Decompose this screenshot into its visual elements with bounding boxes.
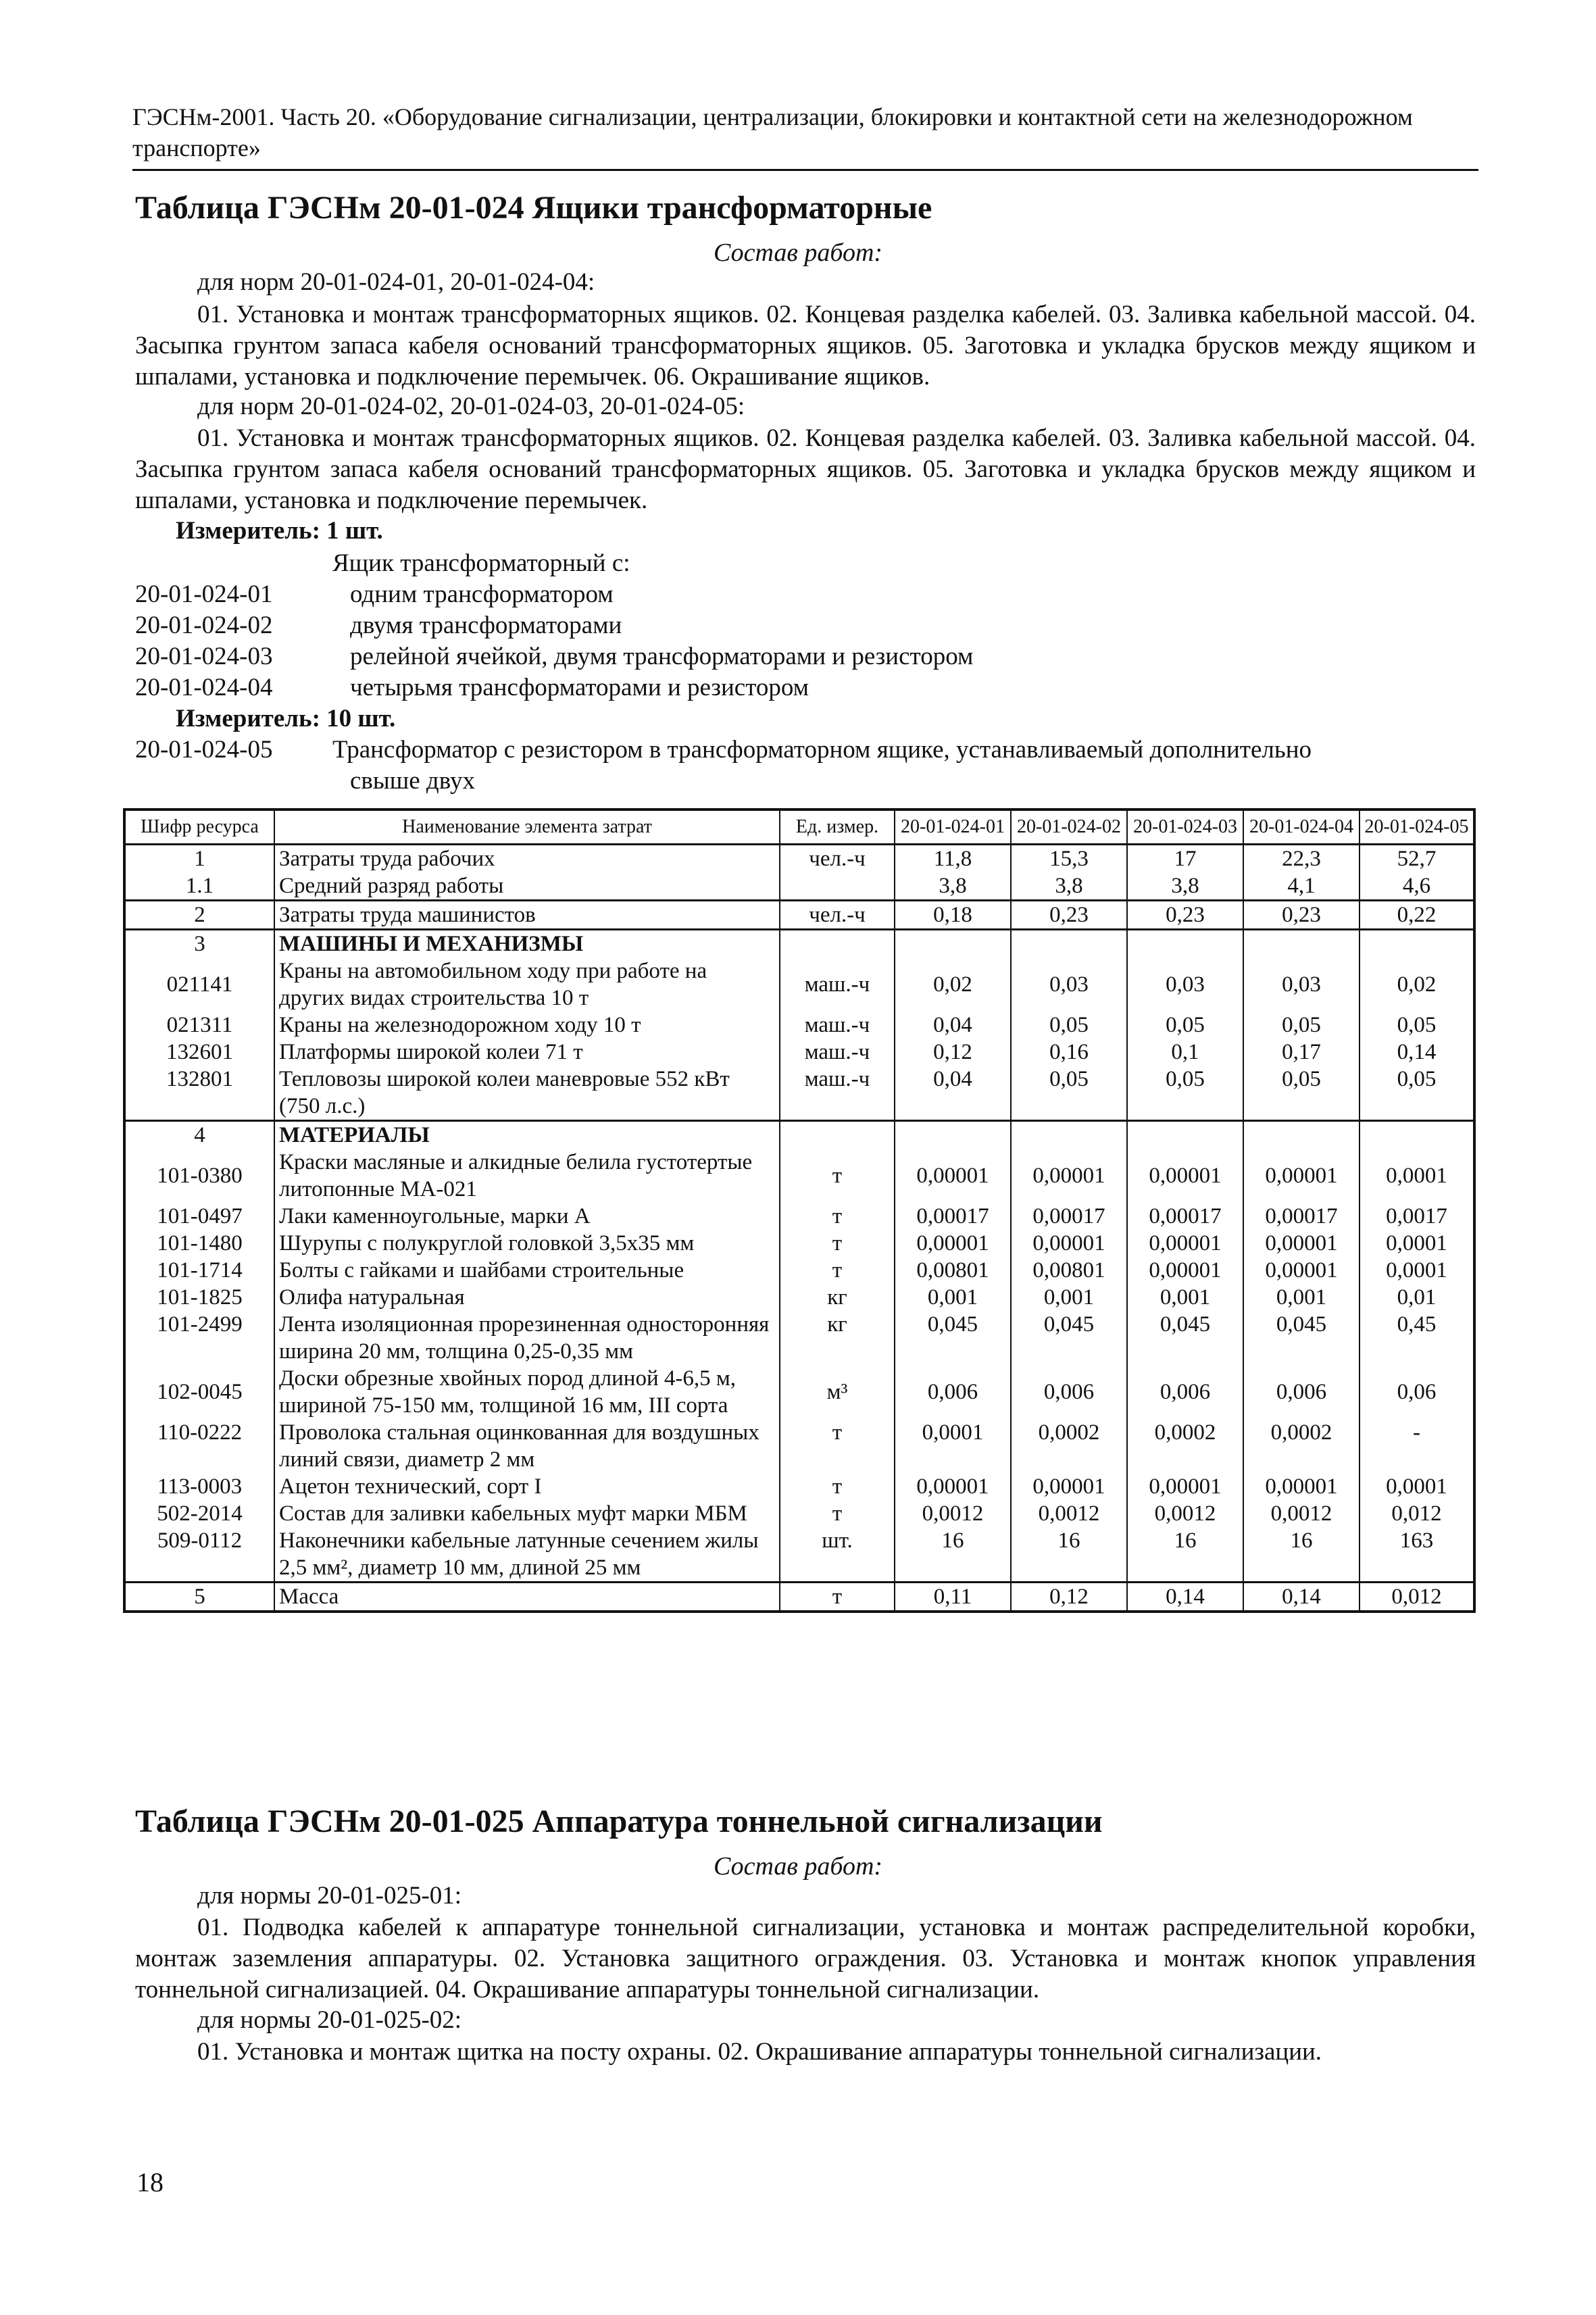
norms-text-024-2: 01. Установка и монтаж трансформаторных ящиков. 02. Концевая разделка кабелей. 03. Заливка кабельной массой. 04. Засыпка грунтом запаса кабеля оснований трансформаторных ящиков. 05. Заготовка и укладка брусков между ящиком и шпалами, установка и подключение перемычек. <box>135 424 1476 514</box>
value-cell: 0,012 <box>1360 1583 1474 1612</box>
value-cell: 0,006 <box>895 1365 1011 1419</box>
value-cell: 0,01 <box>1360 1284 1474 1311</box>
value-cell: 0,00001 <box>1127 1257 1243 1284</box>
code-cell: 3 <box>124 930 274 958</box>
value-cell: 0,012 <box>1360 1500 1474 1527</box>
value-cell: 0,05 <box>1360 1066 1474 1121</box>
name-cell: Затраты труда рабочих <box>274 845 780 873</box>
value-cell: 0,001 <box>1127 1284 1243 1311</box>
table-row <box>124 1203 1474 1230</box>
value-cell: 0,0001 <box>1360 1473 1474 1500</box>
table-body <box>124 845 1474 1612</box>
value-cell: 0,00017 <box>895 1203 1011 1230</box>
unit-cell <box>780 930 895 958</box>
table-row <box>124 1121 1474 1149</box>
item-code: 20-01-024-01 <box>135 580 273 608</box>
unit-cell: т <box>780 1149 895 1203</box>
name-cell: Лаки каменноугольные, марки А <box>274 1203 780 1230</box>
value-cell: 3,8 <box>1011 872 1127 901</box>
item-desc: одним трансформатором <box>350 580 614 608</box>
value-cell: 0,0012 <box>895 1500 1011 1527</box>
value-cell: 0,00001 <box>1127 1230 1243 1257</box>
value-cell: 163 <box>1360 1527 1474 1583</box>
value-cell: 0,23 <box>1243 901 1360 930</box>
value-cell: 0,00001 <box>1243 1473 1360 1500</box>
running-header: ГЭСНм-2001. Часть 20. «Оборудование сигнализации, централизации, блокировки и контактной сети на железнодорожном транспорте» <box>132 103 1413 161</box>
value-cell <box>895 1121 1011 1149</box>
meter-1: Измеритель: 1 шт. <box>176 517 383 545</box>
name-cell: Лента изоляционная прорезиненная односторонняя ширина 20 мм, толщина 0,25-0,35 мм <box>274 1311 780 1365</box>
name-cell: Олифа натуральная <box>274 1284 780 1311</box>
code-cell: 101-0380 <box>124 1149 274 1203</box>
unit-cell: т <box>780 1473 895 1500</box>
col-header: Наименование элемента затрат <box>274 810 780 845</box>
value-cell: 0,0001 <box>1360 1257 1474 1284</box>
table-row <box>124 930 1474 958</box>
col-header: 20-01-024-03 <box>1127 810 1243 845</box>
col-header: 20-01-024-05 <box>1360 810 1474 845</box>
code-cell: 101-1480 <box>124 1230 274 1257</box>
norms-text-025-2: 01. Установка и монтаж щитка на посту охраны. 02. Окрашивание аппаратуры тоннельной сигнализации. <box>197 2038 1322 2066</box>
value-cell: 0,0001 <box>1360 1149 1474 1203</box>
value-cell: 0,00801 <box>1011 1257 1127 1284</box>
value-cell: 0,02 <box>895 957 1011 1012</box>
table-row <box>124 1500 1474 1527</box>
name-cell: Краски масляные и алкидные белила густотертые литопонные МА-021 <box>274 1149 780 1203</box>
unit-cell: маш.-ч <box>780 1066 895 1121</box>
value-cell: 0,0002 <box>1243 1419 1360 1473</box>
value-cell: 0,006 <box>1127 1365 1243 1419</box>
value-cell: 3,8 <box>1127 872 1243 901</box>
item-code: 20-01-024-02 <box>135 612 273 639</box>
unit-cell: кг <box>780 1311 895 1365</box>
table-row <box>124 1311 1474 1365</box>
item-code: 20-01-024-05 <box>135 736 273 764</box>
item-desc: Трансформатор с резистором в трансформаторном ящике, устанавливаемый дополнительно <box>332 736 1312 764</box>
value-cell: 0,23 <box>1011 901 1127 930</box>
code-cell: 509-0112 <box>124 1527 274 1583</box>
value-cell: 16 <box>1011 1527 1127 1583</box>
value-cell: 0,00801 <box>895 1257 1011 1284</box>
value-cell: 0,05 <box>1360 1012 1474 1039</box>
value-cell: 0,03 <box>1011 957 1127 1012</box>
value-cell: 0,001 <box>1243 1284 1360 1311</box>
value-cell: 0,16 <box>1011 1039 1127 1066</box>
value-cell <box>1360 1121 1474 1149</box>
value-cell: 0,00001 <box>1011 1473 1127 1500</box>
value-cell: 0,23 <box>1127 901 1243 930</box>
name-cell: Средний разряд работы <box>274 872 780 901</box>
unit-cell: маш.-ч <box>780 1012 895 1039</box>
unit-cell: кг <box>780 1284 895 1311</box>
name-cell: Затраты труда машинистов <box>274 901 780 930</box>
value-cell: 0,18 <box>895 901 1011 930</box>
value-cell: 0,045 <box>1011 1311 1127 1365</box>
value-cell: 0,06 <box>1360 1365 1474 1419</box>
table-025-title: Таблица ГЭСНм 20-01-025 Аппаратура тоннельной сигнализации <box>135 1803 1103 1839</box>
value-cell: 0,00001 <box>1011 1230 1127 1257</box>
code-cell: 101-1714 <box>124 1257 274 1284</box>
name-cell: Наконечники кабельные латунные сечением жилы 2,5 мм², диаметр 10 мм, длиной 25 мм <box>274 1527 780 1583</box>
code-cell: 101-0497 <box>124 1203 274 1230</box>
value-cell <box>1127 930 1243 958</box>
item-desc-cont: свыше двух <box>350 767 475 795</box>
unit-cell: т <box>780 1203 895 1230</box>
name-cell: Шурупы с полукруглой головкой 3,5x35 мм <box>274 1230 780 1257</box>
value-cell: 17 <box>1127 845 1243 873</box>
value-cell: 0,05 <box>1127 1012 1243 1039</box>
value-cell <box>895 930 1011 958</box>
name-cell: Ацетон технический, сорт I <box>274 1473 780 1500</box>
table-row <box>124 1066 1474 1121</box>
value-cell: 4,6 <box>1360 872 1474 901</box>
value-cell: - <box>1360 1419 1474 1473</box>
value-cell: 0,0002 <box>1127 1419 1243 1473</box>
value-cell: 0,17 <box>1243 1039 1360 1066</box>
value-cell: 0,14 <box>1243 1583 1360 1612</box>
item-code: 20-01-024-03 <box>135 643 273 670</box>
norms-label-025-1: для нормы 20-01-025-01: <box>197 1882 462 1910</box>
value-cell: 0,0017 <box>1360 1203 1474 1230</box>
composition-label-025: Состав работ: <box>714 1852 883 1881</box>
item-desc: четырьмя трансформаторами и резистором <box>350 674 809 701</box>
table-row <box>124 1284 1474 1311</box>
norms-text-025-1: 01. Подводка кабелей к аппаратуре тоннельной сигнализации, установка и монтаж распределительной коробки, монтаж заземления аппаратуры. 02. Установка защитного ограждения. 03. Установка и монтаж кнопок управления тоннельной сигнализацией. 04. Окрашивание аппаратуры тоннельной сигнализации. <box>135 1914 1476 2003</box>
name-cell: Состав для заливки кабельных муфт марки МБМ <box>274 1500 780 1527</box>
name-cell: Платформы широкой колеи 71 т <box>274 1039 780 1066</box>
value-cell: 0,00001 <box>895 1473 1011 1500</box>
unit-cell: т <box>780 1500 895 1527</box>
unit-cell: т <box>780 1257 895 1284</box>
value-cell <box>1011 1121 1127 1149</box>
code-cell: 132801 <box>124 1066 274 1121</box>
value-cell: 0,03 <box>1127 957 1243 1012</box>
value-cell <box>1360 930 1474 958</box>
code-cell: 110-0222 <box>124 1419 274 1473</box>
value-cell: 0,05 <box>1011 1066 1127 1121</box>
norms-label-024-1: для норм 20-01-024-01, 20-01-024-04: <box>197 268 595 296</box>
name-cell: Масса <box>274 1583 780 1612</box>
value-cell: 0,00001 <box>1243 1149 1360 1203</box>
name-cell: Краны на железнодорожном ходу 10 т <box>274 1012 780 1039</box>
value-cell: 16 <box>1243 1527 1360 1583</box>
unit-cell: т <box>780 1583 895 1612</box>
value-cell: 16 <box>895 1527 1011 1583</box>
value-cell: 0,05 <box>1127 1066 1243 1121</box>
value-cell: 0,0012 <box>1127 1500 1243 1527</box>
value-cell: 0,0001 <box>1360 1230 1474 1257</box>
table-row <box>124 957 1474 1012</box>
code-cell: 113-0003 <box>124 1473 274 1500</box>
table-row <box>124 1257 1474 1284</box>
value-cell <box>1243 930 1360 958</box>
value-cell: 0,0012 <box>1243 1500 1360 1527</box>
value-cell: 0,11 <box>895 1583 1011 1612</box>
norms-text-024-1: 01. Установка и монтаж трансформаторных ящиков. 02. Концевая разделка кабелей. 03. Заливка кабельной массой. 04. Засыпка грунтом запаса кабеля оснований трансформаторных ящиков. 05. Заготовка и укладка брусков между ящиком и шпалами, установка и подключение перемычек. 06. Окрашивание ящиков. <box>135 301 1476 391</box>
name-cell: Болты с гайками и шайбами строительные <box>274 1257 780 1284</box>
code-cell: 132601 <box>124 1039 274 1066</box>
value-cell: 0,00001 <box>895 1230 1011 1257</box>
table-header-row <box>124 810 1474 845</box>
value-cell: 0,22 <box>1360 901 1474 930</box>
table-row <box>124 1230 1474 1257</box>
value-cell: 16 <box>1127 1527 1243 1583</box>
table-row <box>124 1583 1474 1612</box>
value-cell: 0,0002 <box>1011 1419 1127 1473</box>
value-cell: 0,05 <box>1011 1012 1127 1039</box>
value-cell: 0,03 <box>1243 957 1360 1012</box>
value-cell: 0,04 <box>895 1012 1011 1039</box>
name-cell: Краны на автомобильном ходу при работе на других видах строительства 10 т <box>274 957 780 1012</box>
meter-2: Измеритель: 10 шт. <box>176 705 396 732</box>
name-cell: Проволока стальная оцинкованная для воздушных линий связи, диаметр 2 мм <box>274 1419 780 1473</box>
value-cell: 0,14 <box>1360 1039 1474 1066</box>
name-cell: МАШИНЫ И МЕХАНИЗМЫ <box>274 930 780 958</box>
value-cell: 0,00001 <box>1127 1473 1243 1500</box>
name-cell: Тепловозы широкой колеи маневровые 552 кВт (750 л.с.) <box>274 1066 780 1121</box>
col-header: 20-01-024-02 <box>1011 810 1127 845</box>
code-cell: 502-2014 <box>124 1500 274 1527</box>
value-cell: 11,8 <box>895 845 1011 873</box>
value-cell: 0,05 <box>1243 1066 1360 1121</box>
value-cell: 0,001 <box>1011 1284 1127 1311</box>
table-row <box>124 845 1474 873</box>
value-cell: 0,045 <box>1243 1311 1360 1365</box>
value-cell: 52,7 <box>1360 845 1474 873</box>
unit-cell <box>780 872 895 901</box>
code-cell: 021311 <box>124 1012 274 1039</box>
value-cell <box>1127 1121 1243 1149</box>
table-row <box>124 1365 1474 1419</box>
code-cell: 2 <box>124 901 274 930</box>
value-cell: 15,3 <box>1011 845 1127 873</box>
table-row <box>124 1149 1474 1203</box>
value-cell: 0,00001 <box>1243 1257 1360 1284</box>
value-cell: 0,45 <box>1360 1311 1474 1365</box>
value-cell: 0,04 <box>895 1066 1011 1121</box>
name-cell: Доски обрезные хвойных пород длиной 4-6,5 м, шириной 75-150 мм, толщиной 16 мм, III сорта <box>274 1365 780 1419</box>
page-number: 18 <box>136 2167 164 2197</box>
value-cell: 0,00017 <box>1011 1203 1127 1230</box>
value-cell: 0,00001 <box>1127 1149 1243 1203</box>
header-divider <box>132 169 1478 171</box>
value-cell: 4,1 <box>1243 872 1360 901</box>
value-cell: 22,3 <box>1243 845 1360 873</box>
value-cell: 0,0012 <box>1011 1500 1127 1527</box>
table-row <box>124 1527 1474 1583</box>
value-cell: 0,006 <box>1011 1365 1127 1419</box>
unit-cell: маш.-ч <box>780 1039 895 1066</box>
composition-label-024: Состав работ: <box>714 239 883 267</box>
unit-cell: м³ <box>780 1365 895 1419</box>
value-cell: 0,02 <box>1360 957 1474 1012</box>
item-code: 20-01-024-04 <box>135 674 273 701</box>
unit-cell: маш.-ч <box>780 957 895 1012</box>
unit-cell: т <box>780 1230 895 1257</box>
code-cell: 101-1825 <box>124 1284 274 1311</box>
value-cell: 0,00001 <box>1011 1149 1127 1203</box>
code-cell: 101-2499 <box>124 1311 274 1365</box>
value-cell: 0,001 <box>895 1284 1011 1311</box>
col-header: 20-01-024-01 <box>895 810 1011 845</box>
table-row <box>124 1473 1474 1500</box>
item-desc: релейной ячейкой, двумя трансформаторами и резистором <box>350 643 974 670</box>
table-row <box>124 1419 1474 1473</box>
resource-table <box>123 808 1476 1613</box>
value-cell: 0,14 <box>1127 1583 1243 1612</box>
value-cell: 0,12 <box>1011 1583 1127 1612</box>
value-cell: 0,1 <box>1127 1039 1243 1066</box>
value-cell <box>1011 930 1127 958</box>
unit-cell <box>780 1121 895 1149</box>
code-cell: 1.1 <box>124 872 274 901</box>
name-cell: МАТЕРИАЛЫ <box>274 1121 780 1149</box>
table-024-title: Таблица ГЭСНм 20-01-024 Ящики трансформаторные <box>135 190 932 226</box>
value-cell: 0,00001 <box>1243 1230 1360 1257</box>
col-header: Ед. измер. <box>780 810 895 845</box>
value-cell <box>1243 1121 1360 1149</box>
code-cell: 5 <box>124 1583 274 1612</box>
value-cell: 0,05 <box>1243 1012 1360 1039</box>
table-row <box>124 901 1474 930</box>
value-cell: 0,045 <box>895 1311 1011 1365</box>
unit-cell: чел.-ч <box>780 845 895 873</box>
value-cell: 0,0001 <box>895 1419 1011 1473</box>
table-row <box>124 1012 1474 1039</box>
code-cell: 102-0045 <box>124 1365 274 1419</box>
value-cell: 0,00001 <box>895 1149 1011 1203</box>
value-cell: 0,00017 <box>1127 1203 1243 1230</box>
unit-cell: чел.-ч <box>780 901 895 930</box>
item-desc: двумя трансформаторами <box>350 612 622 639</box>
value-cell: 0,045 <box>1127 1311 1243 1365</box>
code-cell: 4 <box>124 1121 274 1149</box>
group-label: Ящик трансформаторный с: <box>332 549 630 577</box>
unit-cell: т <box>780 1419 895 1473</box>
norms-label-025-2: для нормы 20-01-025-02: <box>197 2006 462 2034</box>
table-row <box>124 872 1474 901</box>
code-cell: 1 <box>124 845 274 873</box>
norms-label-024-2: для норм 20-01-024-02, 20-01-024-03, 20-01-024-05: <box>197 393 745 420</box>
table-row <box>124 1039 1474 1066</box>
value-cell: 0,006 <box>1243 1365 1360 1419</box>
unit-cell: шт. <box>780 1527 895 1583</box>
value-cell: 0,00017 <box>1243 1203 1360 1230</box>
col-header: Шифр ресурса <box>124 810 274 845</box>
value-cell: 0,12 <box>895 1039 1011 1066</box>
code-cell: 021141 <box>124 957 274 1012</box>
col-header: 20-01-024-04 <box>1243 810 1360 845</box>
value-cell: 3,8 <box>895 872 1011 901</box>
